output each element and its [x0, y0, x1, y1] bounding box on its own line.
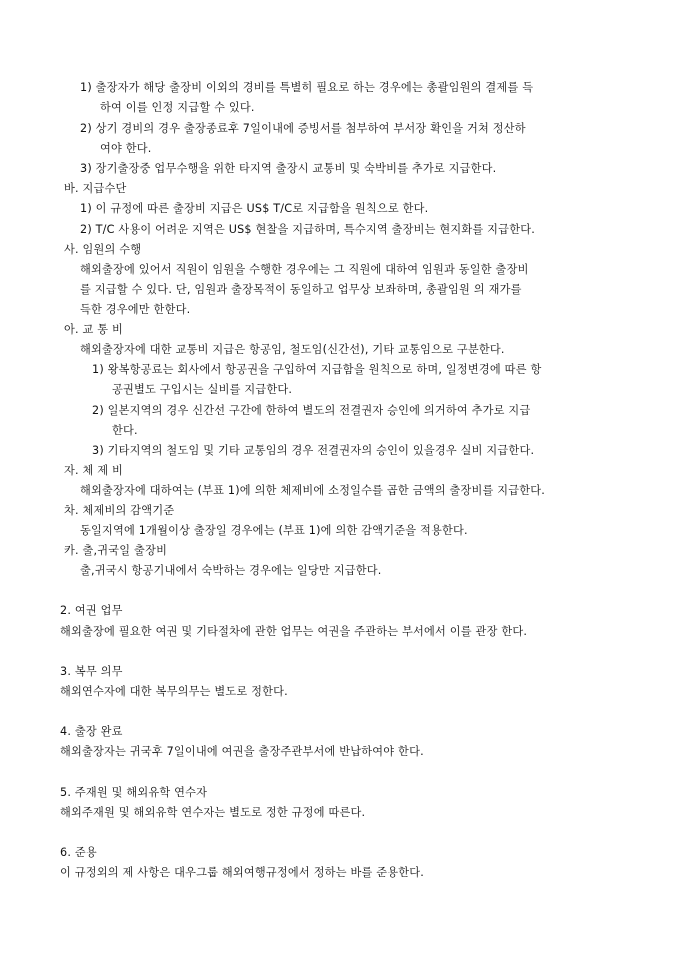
subsection-ja-heading: 자. 체 제 비 [64, 464, 124, 477]
section-5-text: 해외주재원 및 해외유학 연수자는 별도로 정한 규정에 따른다. [60, 806, 366, 819]
item-1-line-1: 1) 출장자가 해당 출장비 이외의 경비를 특별히 필요로 하는 경우에는 총괄임원의 결제를 득 [80, 81, 534, 94]
subsection-sa-heading: 사. 임원의 수행 [64, 243, 142, 256]
item-2-line-1: 2) 상기 경비의 경우 출장종료후 7일이내에 증빙서를 첨부하여 부서장 확인을 거쳐 정산하 [80, 122, 526, 135]
subsection-ba-heading: 바. 지급수단 [64, 182, 127, 195]
section-3-text: 해외연수자에 대한 복무의무는 별도로 정한다. [60, 685, 288, 698]
subsection-cha-heading: 차. 체제비의 감액기준 [64, 504, 175, 517]
section-3-heading: 3. 복무 의무 [60, 665, 123, 678]
sa-line-3: 득한 경우에만 한한다. [80, 303, 191, 316]
ba-item-2: 2) T/C 사용이 어려운 지역은 US$ 현찰을 지급하며, 특수지역 출장비는 현지화를 지급한다. [80, 223, 535, 236]
section-6-heading: 6. 준용 [60, 846, 97, 859]
a-item-3: 3) 기타지역의 철도임 및 기타 교통임의 경우 전결권자의 승인이 있을경우 실비 지급한다. [92, 444, 535, 457]
ba-item-1: 1) 이 규정에 따른 출장비 지급은 US$ T/C로 지급함을 원칙으로 한다. [80, 202, 429, 215]
section-6-text: 이 규정외의 제 사항은 대우그룹 해외여행규정에서 정하는 바를 준용한다. [60, 866, 425, 879]
item-1-line-2: 하여 이를 인정 지급할 수 있다. [100, 101, 255, 114]
ja-text: 해외출장자에 대하여는 (부표 1)에 의한 체제비에 소정일수를 곱한 금액의 출장비를 지급한다. [80, 484, 546, 497]
a-item-2-line-1: 2) 일본지역의 경우 신간선 구간에 한하여 별도의 전결권자 승인에 의거하여 추가로 지급 [92, 404, 531, 417]
cha-text: 동일지역에 1개월이상 출장일 경우에는 (부표 1)에 의한 감액기준을 적용한다. [80, 524, 468, 537]
a-item-1-line-1: 1) 왕복항공료는 회사에서 항공권을 구입하여 지급함을 원칙으로 하며, 일정변경에 따른 항 [92, 363, 542, 376]
item-2-line-2: 여야 한다. [100, 142, 152, 155]
section-4-text: 해외출장자는 귀국후 7일이내에 여권을 출장주관부서에 반납하여야 한다. [60, 745, 424, 758]
a-intro: 해외출장자에 대한 교통비 지급은 항공임, 철도임(신간선), 기타 교통임으로 구분한다. [80, 343, 505, 356]
subsection-ka-heading: 카. 출,귀국일 출장비 [64, 544, 168, 557]
subsection-a-heading: 아. 교 통 비 [64, 323, 124, 336]
section-4-heading: 4. 출장 완료 [60, 725, 123, 738]
sa-line-1: 해외출장에 있어서 직원이 임원을 수행한 경우에는 그 직원에 대하여 임원과 동일한 출장비 [80, 263, 529, 276]
item-3: 3) 장기출장중 업무수행을 위한 타지역 출장시 교통비 및 숙박비를 추가로 지급한다. [80, 162, 497, 175]
section-2-heading: 2. 여권 업무 [60, 604, 123, 617]
ka-text: 출,귀국시 항공기내에서 숙박하는 경우에는 일당만 지급한다. [80, 564, 382, 577]
a-item-1-line-2: 공권별도 구입시는 실비를 지급한다. [112, 383, 293, 396]
section-2-text: 해외출장에 필요한 여권 및 기타절차에 관한 업무는 여권을 주관하는 부서에서 이를 관장 한다. [60, 625, 528, 638]
section-5-heading: 5. 주재원 및 해외유학 연수자 [60, 786, 208, 799]
a-item-2-line-2: 한다. [112, 424, 138, 437]
sa-line-2: 를 지급할 수 있다. 단, 임원과 출장목적이 동일하고 업무상 보좌하며, 총괄임원 의 재가를 [80, 283, 522, 296]
